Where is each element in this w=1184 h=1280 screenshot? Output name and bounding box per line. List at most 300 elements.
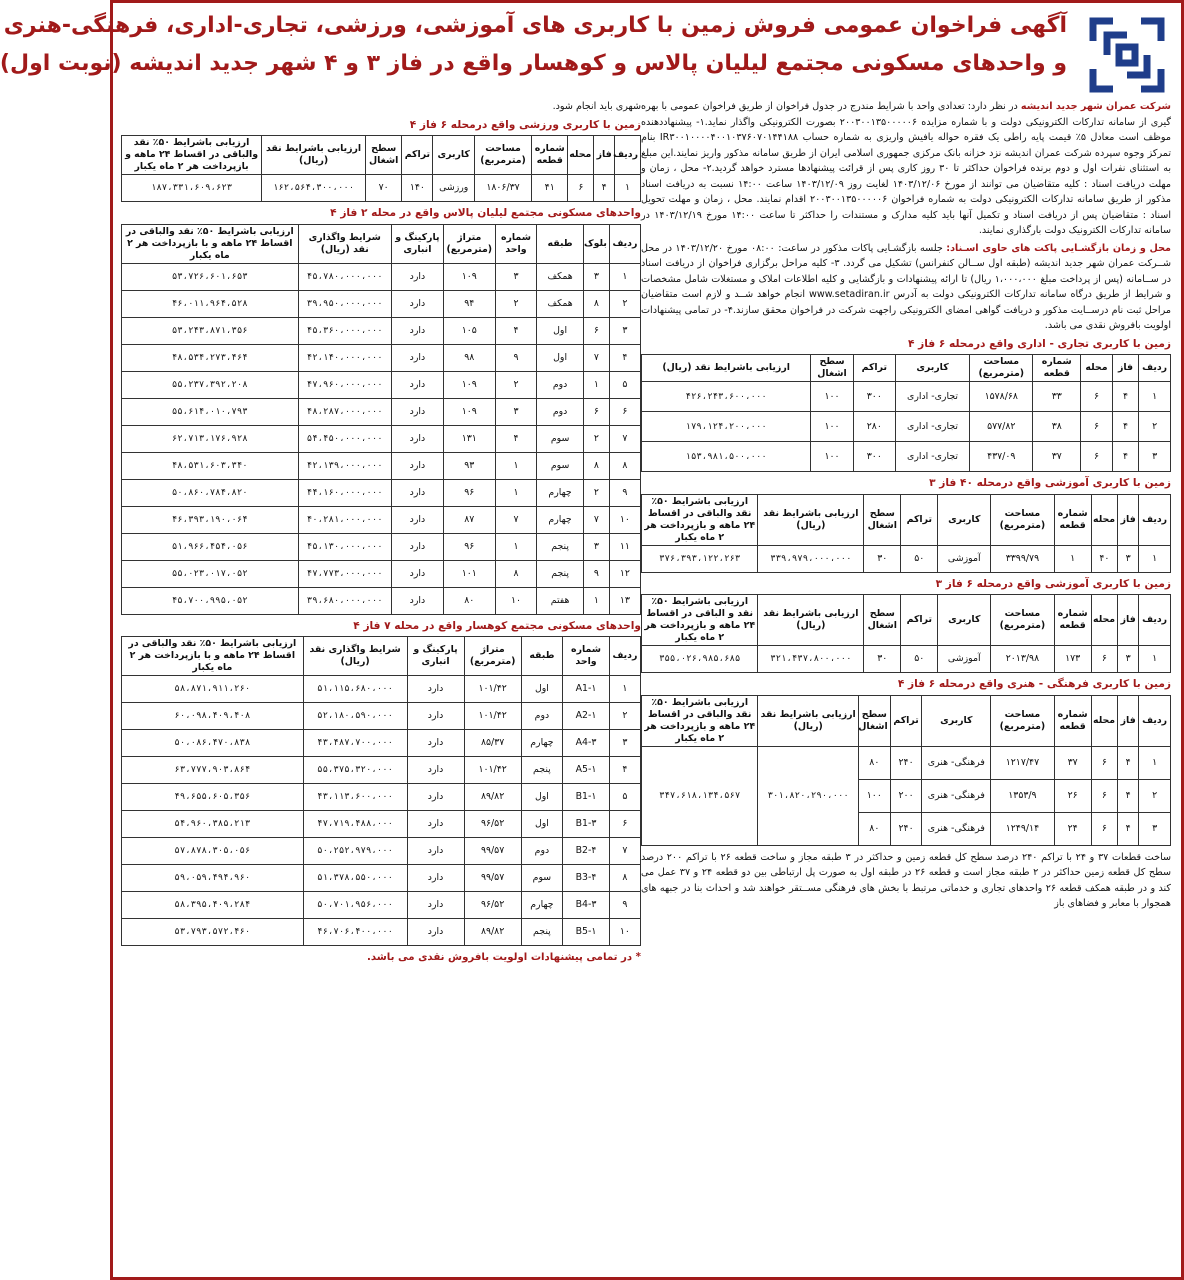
kohsar-cell: دارد [407, 730, 464, 757]
lilian-cell: ۴۲،۱۴۰،۰۰۰،۰۰۰ [298, 344, 391, 371]
kohsar-cell: ۸۵/۳۷ [464, 730, 521, 757]
sport-header-row [122, 136, 641, 175]
edu40-cell: ۳۰ [864, 545, 901, 572]
sport-cell: ۷۰ [366, 175, 402, 202]
cultural-header-cell: مساحت (مترمربع) [991, 695, 1054, 746]
edu6-header-cell: ردیف [1139, 595, 1171, 646]
lilian-row [122, 398, 641, 425]
sport-cell: ۱ [615, 175, 641, 202]
edu6-cell: آموزشی [938, 646, 991, 673]
edu40-table-wrap [641, 494, 1171, 573]
cultural-cell: ۴ [1118, 779, 1139, 812]
edu6-header-cell: مساحت (مترمربع) [991, 595, 1054, 646]
commercial-header-cell: ارزیابی باشرایط نقد (ریال) [642, 355, 811, 382]
kohsar-header-cell: طبقه [521, 637, 563, 676]
lilian-header-cell: ردیف [609, 224, 640, 263]
lilian-cell: ۹ [609, 479, 640, 506]
lilian-row [122, 587, 641, 614]
kohsar-cell: ۱۰۱/۴۲ [464, 757, 521, 784]
commercial-table-wrap [641, 354, 1171, 472]
kohsar-cell: A1-۱ [563, 676, 610, 703]
cultural-table [641, 695, 1171, 846]
commercial-header-cell: ردیف [1139, 355, 1171, 382]
cultural-cell: ۶ [1091, 746, 1117, 779]
lilian-cell: ۴ [495, 317, 537, 344]
lilian-cell: ۶ [583, 398, 609, 425]
lilian-cell: ۶۲،۷۱۳،۱۷۶،۹۲۸ [122, 425, 299, 452]
kohsar-title: واحدهای مسکونی مجتمع کوهسار واقع در محله ۷ فاز ۴ [353, 619, 641, 632]
lilian-table-wrap [121, 224, 641, 615]
right-column [641, 99, 1171, 1275]
lilian-cell: دارد [391, 425, 443, 452]
lilian-cell: ۷ [495, 506, 537, 533]
lilian-header-cell: ارزیابی باشرایط ۵۰٪ نقد والباقی در اقساط ۲۴ ماهه و با بازپرداخت هر ۲ ماه یکبار [122, 224, 299, 263]
edu40-header-cell: ارزیابی باشرایط نقد (ریال) [758, 494, 864, 545]
edu6-table-wrap [641, 594, 1171, 673]
lilian-row [122, 263, 641, 290]
lilian-cell: ۹۶ [443, 533, 495, 560]
edu40-header-cell: تراکم [901, 494, 938, 545]
lilian-cell: ۵۱،۹۶۶،۴۵۴،۰۵۶ [122, 533, 299, 560]
kohsar-cell: ۷ [609, 838, 640, 865]
lilian-cell: ۸ [583, 452, 609, 479]
edu6-header-cell: کاربری [938, 595, 991, 646]
sport-header-cell: ردیف [615, 136, 641, 175]
edu40-header-cell: سطح اشغال [864, 494, 901, 545]
kohsar-cell: A2-۱ [563, 703, 610, 730]
cultural-cell: ۲۴۰ [890, 812, 922, 845]
commercial-row [642, 382, 1171, 412]
lilian-cell: ۱ [583, 371, 609, 398]
sport-row [122, 175, 641, 202]
lilian-cell: ۴ [609, 344, 640, 371]
kohsar-header-cell: ارزیابی باشرایط ۵۰٪ نقد والباقی در اقساط ۲۴ ماهه و با بازپرداخت هر ۲ ماه یکبار [122, 637, 304, 676]
cultural-note: ساخت قطعات ۳۷ و ۲۴ با تراکم ۲۴۰ درصد سطح کل قطعه زمین و حداکثر در ۳ طبقه مجاز و ساخت قطعه ۲۶ با تراکم ۲۰۰ درصد سطح کل قطعه زمین حداکثر در ۲ طبقه مجاز است و قطعه ۲۶ در طبقه اول به صورت پل ارتباطی بین دو قطعه ۲۴ و ۳۷ عمل می کند و در طبقه همکف قطعه ۲۶ واحدهای تجاری و خدماتی مرتبط با بخش های فرهنگی مســتقر خواهند شد و احداث بنا در جبهه های همجوار با معابر و فضاهای باز [641, 851, 1172, 909]
kohsar-cell: ۶۳،۷۷۷،۹۰۳،۸۶۴ [122, 757, 304, 784]
kohsar-row [122, 892, 641, 919]
lilian-cell: دارد [391, 506, 443, 533]
kohsar-cell: ۵۰،۲۵۲،۹۷۹،۰۰۰ [303, 838, 407, 865]
lilian-row [122, 560, 641, 587]
lilian-cell: ۲ [583, 425, 609, 452]
kohsar-header-cell: شماره واحد [563, 637, 610, 676]
edu6-header-cell: ارزیابی باشرایط ۵۰٪ نقد و الباقی در اقساط ۲۴ ماهه و بازپرداخت هر ۲ ماه یکبار [642, 595, 758, 646]
lilian-cell: ۱۰۹ [443, 398, 495, 425]
cultural-cell: ۱۲۱۷/۴۷ [991, 746, 1054, 779]
lilian-cell: همکف [537, 290, 584, 317]
kohsar-cell: ۹۶/۵۲ [464, 811, 521, 838]
commercial-title: زمین با کاربری تجاری - اداری واقع درمحله ۶ فاز ۴ [908, 337, 1171, 350]
cultural-cell: فرهنگی- هنری [922, 812, 991, 845]
lilian-cell: ۳۹،۶۸۰،۰۰۰،۰۰۰ [298, 587, 391, 614]
commercial-header-cell: تراکم [853, 355, 895, 382]
commercial-cell: ۱۵۷۸/۶۸ [970, 382, 1033, 412]
kohsar-cell: چهارم [521, 730, 563, 757]
intro-text: در نظر دارد: تعدادی واحد با شرایط مندرج در جدول فراخوان از طریق فراخوان عمومی با بهره گیری از سامانه تدارکات الکترونیکی دولت و با شماره مزایده ۲۰۰۳۰۰۱۳۵۰۰۰۰۰۶ بصورت الکترونیکی واگذار نماید.۱- پیشنهاددهنده موظف است معادل ۵٪ قیمت پایه راطی یک فقره حواله یافیش واریزی به شماره حساب IR۳۰۰۱۰۰۰۰۴۰۰۱۰۳۷۶۰۷۰۱۴۴۱۸۸ بنام تمرکز وجوه سپرده شرکت عمران اندیشه نزد خزانه بانک مرکزی جمهوری اسلامی ایران از طریق سامانه مذکور واریز نمایند.این مبلغ به استثنای نفرات اول و دوم برنده فراخوان حداکثر تا ۳۰ روز کاری پس از قرائت پیشنهادها مسترد خواهد گردید.۲- محل ، زمان و مهلت دریافت اسناد : کلیه متقاضیان می توانند از مورخ ۱۴۰۳/۱۲/۰۶ لغایت روز ۱۴۰۳/۱۲/۰۹ ساعت ۱۴:۰۰ نسبت به دریافت اسناد مذکور از طریق سامانه تدارکات الکترونیکی دولت به شماره فراخوان ۲۰۰۳۰۰۱۳۵۰۰۰۰۰۶ اقدام نمایند. محل ، زمان و مهلت تحویل اسناد : متقاضیان پس از دریافت اسناد و تکمیل آنها باید کلیه مدارک و مستندات را حداکثر تا ساعت ۱۴:۰۰ مورخ ۱۴۰۳/۱۲/۱۹ در سامانه تدارکات الکترونیک دولت بارگذاری نمایند. [641, 101, 1172, 236]
commercial-cell: تجاری- اداری [895, 412, 969, 442]
cultural-header-cell: سطح اشغال [858, 695, 890, 746]
kohsar-cell: ۴۹،۶۵۵،۶۰۵،۳۵۶ [122, 784, 304, 811]
commercial-cell: ۱۵۳،۹۸۱،۵۰۰،۰۰۰ [642, 442, 811, 472]
lilian-cell: ۵۳،۲۴۳،۸۷۱،۳۵۶ [122, 317, 299, 344]
commercial-cell: تجاری- اداری [895, 382, 969, 412]
kohsar-cell: ۸۹/۸۲ [464, 784, 521, 811]
cultural-header-cell: شماره قطعه [1054, 695, 1091, 746]
edu40-cell: ۳۳۹۹/۷۹ [991, 545, 1054, 572]
sport-header-cell: محله [568, 136, 594, 175]
lilian-cell: دارد [391, 398, 443, 425]
lilian-cell: ۱ [495, 533, 537, 560]
commercial-header-cell: شماره قطعه [1033, 355, 1081, 382]
lilian-cell: ۸۰ [443, 587, 495, 614]
sport-header-cell: شماره قطعه [532, 136, 568, 175]
commercial-cell: ۱ [1139, 382, 1171, 412]
cultural-cell: ۲۰۰ [890, 779, 922, 812]
lilian-cell: ۳۹،۹۵۰،۰۰۰،۰۰۰ [298, 290, 391, 317]
kohsar-note: * در تمامی پیشنهادات اولویت بافروش نقدی می باشد. [366, 952, 641, 963]
kohsar-cell: ۵۳،۷۹۳،۵۷۲،۴۶۰ [122, 919, 304, 946]
kohsar-cell: ۳ [609, 730, 640, 757]
commercial-cell: ۳۰۰ [853, 442, 895, 472]
kohsar-cell: دارد [407, 838, 464, 865]
kohsar-cell: اول [521, 784, 563, 811]
lilian-cell: دارد [391, 290, 443, 317]
sport-table [121, 135, 641, 202]
lilian-cell: ۴ [495, 425, 537, 452]
edu6-row [642, 646, 1171, 673]
edu40-row [642, 545, 1171, 572]
lilian-cell: ۱۲ [609, 560, 640, 587]
commercial-cell: ۴ [1112, 442, 1138, 472]
sport-header-cell: ارزیابی باشرایط نقد (ریال) [262, 136, 366, 175]
kohsar-cell: ۹ [609, 892, 640, 919]
lilian-cell: ۱۱ [609, 533, 640, 560]
kohsar-cell: ۵۰،۰۸۶،۴۷۰،۸۳۸ [122, 730, 304, 757]
kohsar-row [122, 919, 641, 946]
lilian-row [122, 425, 641, 452]
lilian-cell: ۴۴،۱۶۰،۰۰۰،۰۰۰ [298, 479, 391, 506]
kohsar-table [121, 636, 641, 946]
kohsar-cell: ۴۶،۷۰۶،۴۰۰،۰۰۰ [303, 919, 407, 946]
cultural-header-cell: محله [1091, 695, 1117, 746]
cultural-header-cell: فاز [1118, 695, 1139, 746]
kohsar-cell: ۴۳،۴۸۷،۷۰۰،۰۰۰ [303, 730, 407, 757]
edu6-header-cell: سطح اشغال [864, 595, 901, 646]
commercial-header-cell: مساحت (مترمربع) [970, 355, 1033, 382]
sport-header-cell: ارزیابی باشرایط ۵۰٪ نقد والباقی در اقساط ۲۴ ماهه و بازپرداخت هر ۲ ماه یکبار [122, 136, 262, 175]
lilian-cell: هفتم [537, 587, 584, 614]
kohsar-cell: ۱۰۱/۴۲ [464, 676, 521, 703]
kohsar-cell: دوم [521, 838, 563, 865]
kohsar-cell: دارد [407, 757, 464, 784]
lilian-cell: ۶ [609, 398, 640, 425]
kohsar-cell: پنجم [521, 919, 563, 946]
kohsar-row [122, 838, 641, 865]
kohsar-row [122, 676, 641, 703]
kohsar-row [122, 865, 641, 892]
kohsar-header-cell: شرایط واگذاری نقد (ریال) [303, 637, 407, 676]
commercial-cell: ۴۳۷/۰۹ [970, 442, 1033, 472]
cultural-cell: فرهنگی- هنری [922, 746, 991, 779]
kohsar-cell: ۵۸،۸۷۱،۹۱۱،۲۶۰ [122, 676, 304, 703]
lilian-cell: ۱۳ [609, 587, 640, 614]
edu40-header-cell: کاربری [938, 494, 991, 545]
lilian-cell: ۱۰ [495, 587, 537, 614]
lilian-cell: دارد [391, 263, 443, 290]
cultural-cell: ۲۴۰ [890, 746, 922, 779]
lilian-cell: ۲ [583, 479, 609, 506]
edu6-cell: ۱۷۳ [1054, 646, 1091, 673]
sport-cell: ۴ [594, 175, 615, 202]
lilian-cell: ۱۳۱ [443, 425, 495, 452]
kohsar-cell: دوم [521, 703, 563, 730]
lilian-header-cell: پارکینگ و انباری [391, 224, 443, 263]
sport-cell: ۴۱ [532, 175, 568, 202]
company-name: شرکت عمران شهر جدید اندیشه [1020, 101, 1171, 112]
lilian-cell: ۱ [583, 587, 609, 614]
edu40-header-cell: شماره قطعه [1054, 494, 1091, 545]
lilian-row [122, 371, 641, 398]
kohsar-cell: B1-۳ [563, 811, 610, 838]
kohsar-cell: ۵ [609, 784, 640, 811]
lilian-cell: ۴۵،۷۸۰،۰۰۰،۰۰۰ [298, 263, 391, 290]
lilian-header-cell: متراژ (مترمربع) [443, 224, 495, 263]
kohsar-cell: B3-۴ [563, 865, 610, 892]
kohsar-cell: ۴۳،۱۱۳،۶۰۰،۰۰۰ [303, 784, 407, 811]
commercial-cell: ۶ [1081, 412, 1113, 442]
lilian-header-row [122, 224, 641, 263]
edu6-header-cell: شماره قطعه [1054, 595, 1091, 646]
commercial-cell: ۶ [1081, 442, 1113, 472]
cultural-merged-cash: ۳۰۱،۸۲۰،۲۹۰،۰۰۰ [758, 746, 859, 845]
cultural-header-cell: کاربری [922, 695, 991, 746]
lilian-table [121, 224, 641, 615]
lilian-cell: دارد [391, 317, 443, 344]
cultural-cell: ۴ [1118, 812, 1139, 845]
edu40-cell: ۵۰ [901, 545, 938, 572]
lilian-cell: ۴۸،۵۳۱،۶۰۳،۳۴۰ [122, 452, 299, 479]
lilian-cell: ۱ [495, 452, 537, 479]
lilian-title: واحدهای مسکونی مجتمع لیلیان پالاس واقع در محله ۲ فاز ۴ [330, 207, 641, 219]
kohsar-cell: دارد [407, 676, 464, 703]
lilian-cell: ۸ [609, 452, 640, 479]
kohsar-header-row [122, 637, 641, 676]
lilian-cell: ۴۶،۰۱۱،۹۶۴،۵۲۸ [122, 290, 299, 317]
edu40-cell: ۳۳۹،۹۷۹،۰۰۰،۰۰۰ [758, 545, 864, 572]
kohsar-header-cell: متراژ (مترمربع) [464, 637, 521, 676]
lilian-cell: ۹ [495, 344, 537, 371]
lilian-cell: ۱۰ [609, 506, 640, 533]
edu6-cell: ۳۲۱،۴۳۷،۸۰۰،۰۰۰ [758, 646, 864, 673]
cultural-title: زمین با کاربری فرهنگی - هنری واقع درمحله ۶ فاز ۴ [897, 678, 1171, 690]
kohsar-cell: ۶ [609, 811, 640, 838]
commercial-cell: ۴ [1112, 382, 1138, 412]
commercial-cell: ۳۸ [1033, 412, 1081, 442]
edu6-table [641, 594, 1171, 673]
lilian-row [122, 452, 641, 479]
kohsar-cell: A5-۱ [563, 757, 610, 784]
lilian-cell: دوم [537, 371, 584, 398]
cultural-cell: فرهنگی- هنری [922, 779, 991, 812]
cultural-cell: ۸۰ [858, 812, 890, 845]
lilian-cell: ۱۰۹ [443, 371, 495, 398]
company-logo-icon [1085, 13, 1169, 97]
edu40-cell: ۱ [1139, 545, 1171, 572]
cultural-cell: ۱۲۴۹/۱۴ [991, 812, 1054, 845]
kohsar-cell: ۶۰،۰۹۸،۴۰۹،۴۰۸ [122, 703, 304, 730]
edu40-header-cell: فاز [1118, 494, 1139, 545]
sport-title: زمین با کاربری ورزشی واقع درمحله ۶ فاز ۴ [409, 118, 641, 131]
intro-paragraph [641, 99, 1171, 239]
lilian-cell: ۳ [583, 263, 609, 290]
lilian-cell: ۱ [609, 263, 640, 290]
commercial-header-cell: سطح اشغال [811, 355, 853, 382]
kohsar-cell: ۵۵،۳۷۵،۳۲۰،۰۰۰ [303, 757, 407, 784]
lilian-cell: ۴۵،۱۳۰،۰۰۰،۰۰۰ [298, 533, 391, 560]
lilian-header-cell: شرایط واگذاری نقد (ریال) [298, 224, 391, 263]
commercial-header-cell: کاربری [895, 355, 969, 382]
kohsar-row [122, 730, 641, 757]
lilian-cell: ۲ [609, 290, 640, 317]
kohsar-cell: B4-۳ [563, 892, 610, 919]
title-line-1: آگهی فراخوان عمومی فروش زمین با کاربری های آموزشی، ورزشی، تجاری-اداری، فرهنگی-هنری [3, 13, 1067, 38]
lilian-cell: ۷ [583, 506, 609, 533]
lilian-cell: ۱۰۱ [443, 560, 495, 587]
commercial-cell: ۱۰۰ [811, 382, 853, 412]
commercial-cell: ۴۲۶،۲۴۳،۶۰۰،۰۰۰ [642, 382, 811, 412]
cultural-cell: ۶ [1091, 812, 1117, 845]
lilian-row [122, 344, 641, 371]
lilian-cell: دارد [391, 371, 443, 398]
kohsar-cell: ۲ [609, 703, 640, 730]
cultural-header-cell: ارزیابی باشرایط نقد (ریال) [758, 695, 859, 746]
edu6-cell: ۳۰ [864, 646, 901, 673]
edu6-header-cell: محله [1091, 595, 1117, 646]
kohsar-cell: دارد [407, 811, 464, 838]
edu6-cell: ۵۰ [901, 646, 938, 673]
cultural-header-cell: ردیف [1139, 695, 1171, 746]
kohsar-row [122, 703, 641, 730]
edu40-header-row [642, 494, 1171, 545]
lilian-header-cell: بلوک [583, 224, 609, 263]
cultural-cell: ۱۰۰ [858, 779, 890, 812]
sport-cell: ورزشی [433, 175, 475, 202]
lilian-cell: ۵۵،۲۳۷،۳۹۲،۲۰۸ [122, 371, 299, 398]
edu6-header-row [642, 595, 1171, 646]
lilian-cell: ۴۲،۱۳۹،۰۰۰،۰۰۰ [298, 452, 391, 479]
lilian-cell: ۵ [609, 371, 640, 398]
edu40-title: زمین با کاربری آموزشی واقع درمحله ۴۰ فاز ۳ [929, 477, 1171, 489]
lilian-cell: اول [537, 344, 584, 371]
lilian-cell: دارد [391, 587, 443, 614]
lilian-cell: دوم [537, 398, 584, 425]
lilian-cell: دارد [391, 452, 443, 479]
lilian-cell: ۵۳،۷۲۶،۶۰۱،۶۵۳ [122, 263, 299, 290]
kohsar-cell: چهارم [521, 892, 563, 919]
commercial-cell: ۶ [1081, 382, 1113, 412]
kohsar-cell: ۴۷،۷۱۹،۴۸۸،۰۰۰ [303, 811, 407, 838]
lilian-cell: ۹۶ [443, 479, 495, 506]
lilian-cell: ۱۰۵ [443, 317, 495, 344]
lilian-cell: پنجم [537, 560, 584, 587]
lilian-cell: ۴۸،۲۸۷،۰۰۰،۰۰۰ [298, 398, 391, 425]
lilian-cell: همکف [537, 263, 584, 290]
cultural-cell: ۶ [1091, 779, 1117, 812]
cultural-cell: ۲۴ [1054, 812, 1091, 845]
kohsar-cell: ۵۱،۳۷۸،۵۵۰،۰۰۰ [303, 865, 407, 892]
header [0, 7, 1177, 93]
kohsar-cell: دارد [407, 703, 464, 730]
commercial-header-cell: فاز [1112, 355, 1138, 382]
lilian-cell: دارد [391, 533, 443, 560]
sport-header-cell: فاز [594, 136, 615, 175]
cultural-header-row [642, 695, 1171, 746]
edu6-cell: ۳ [1118, 646, 1139, 673]
sport-header-cell: کاربری [433, 136, 475, 175]
lilian-cell: ۸ [495, 560, 537, 587]
kohsar-cell: اول [521, 811, 563, 838]
lilian-cell: ۳ [495, 263, 537, 290]
kohsar-cell: ۵۴،۹۶۰،۳۸۵،۲۱۳ [122, 811, 304, 838]
edu40-header-cell: ارزیابی باشرایط ۵۰٪ نقد والباقی در اقساط ۲۴ ماهه و بازپرداخت هر ۲ ماه یکبار [642, 494, 758, 545]
sport-cell: ۱۸۷،۳۳۱،۶۰۹،۶۲۳ [122, 175, 262, 202]
cultural-cell: ۳ [1139, 812, 1171, 845]
lilian-cell: سوم [537, 452, 584, 479]
cultural-merged-install: ۳۴۷،۶۱۸،۱۳۴،۵۶۷ [642, 746, 758, 845]
edu6-header-cell: فاز [1118, 595, 1139, 646]
edu40-table [641, 494, 1171, 573]
kohsar-cell: B1-۱ [563, 784, 610, 811]
commercial-cell: ۱۰۰ [811, 412, 853, 442]
commercial-cell: ۵۷۷/۸۲ [970, 412, 1033, 442]
cultural-cell: ۲۶ [1054, 779, 1091, 812]
kohsar-cell: B5-۱ [563, 919, 610, 946]
sport-table-wrap [121, 135, 641, 202]
lilian-cell: ۹۳ [443, 452, 495, 479]
kohsar-cell: ۹۹/۵۷ [464, 865, 521, 892]
kohsar-cell: دارد [407, 892, 464, 919]
commercial-row [642, 412, 1171, 442]
cultural-cell: ۲ [1139, 779, 1171, 812]
lilian-row [122, 317, 641, 344]
commercial-table [641, 354, 1171, 472]
lilian-cell: ۱ [495, 479, 537, 506]
cultural-table-wrap [641, 695, 1171, 846]
sport-cell: ۶ [568, 175, 594, 202]
lilian-row [122, 533, 641, 560]
edu40-header-cell: مساحت (مترمربع) [991, 494, 1054, 545]
commercial-cell: ۲ [1139, 412, 1171, 442]
lilian-cell: ۹۴ [443, 290, 495, 317]
edu40-header-cell: ردیف [1139, 494, 1171, 545]
lilian-cell: دارد [391, 479, 443, 506]
kohsar-cell: دارد [407, 865, 464, 892]
kohsar-header-cell: پارکینگ و انباری [407, 637, 464, 676]
lilian-cell: ۷ [609, 425, 640, 452]
lilian-cell: ۱۰۹ [443, 263, 495, 290]
lilian-row [122, 479, 641, 506]
lilian-cell: ۹۸ [443, 344, 495, 371]
lilian-row [122, 506, 641, 533]
commercial-cell: ۱۰۰ [811, 442, 853, 472]
lilian-row [122, 290, 641, 317]
lilian-cell: اول [537, 317, 584, 344]
kohsar-cell: ۸۹/۸۲ [464, 919, 521, 946]
lilian-cell: ۲ [495, 371, 537, 398]
kohsar-cell: ۱ [609, 676, 640, 703]
kohsar-cell: A4-۳ [563, 730, 610, 757]
kohsar-cell: ۵۸،۳۹۵،۴۰۹،۲۸۴ [122, 892, 304, 919]
